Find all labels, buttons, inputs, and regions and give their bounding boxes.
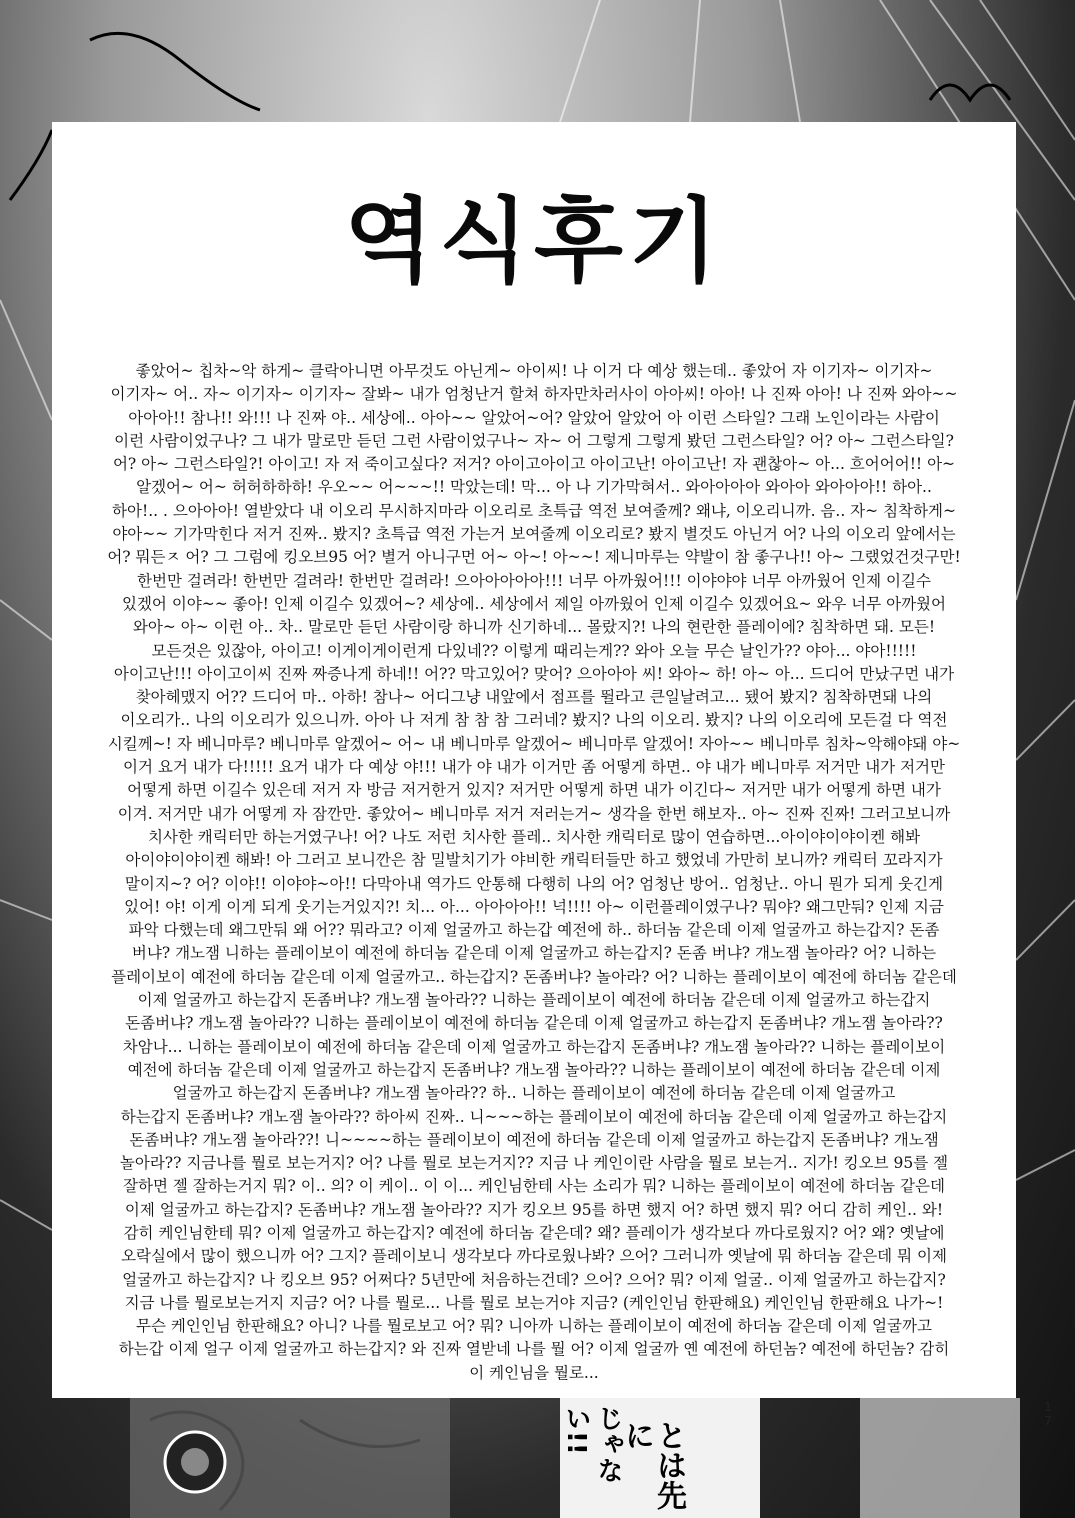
body-line: 이제 얼굴까고 하는갑지 돈좀버냐? 개노잼 놀아라?? 니하는 플레이보이 예전에 하더놈 같은데 이제 얼굴까고 하는갑지 xyxy=(137,991,931,1010)
background-text-2: じゃない!! xyxy=(561,1405,623,1483)
body-line: 이런 사람이었구나? 그 내가 말로만 듣던 그런 사람이었구나~ 자~ 어 그렇게 그렇게 봤던 그런스타일? 어? 아~ 그런스타일? xyxy=(114,431,954,450)
body-line: 시킬께~! 자 베니마루? 베니마루 알겠어~ 어~ 내 베니마루 알겠어~ 베니마루 알겠어! 자아~~ 베니마루 침차~악해야돼 야~ xyxy=(107,734,961,753)
page-title: 역식후기 xyxy=(344,188,724,295)
afterword-body xyxy=(82,360,986,1385)
body-line: 좋았어~ 칩차~악 하게~ 클락아니면 아무것도 아닌게~ 아이씨! 나 이거 다 예상 했는데.. 좋았어 자 이기자~ 이기자~ xyxy=(135,362,933,380)
body-line: 이오리가.. 나의 이오리가 있으니까. 아아 나 저게 참 참 참 그러네? 봤지? 나의 이오리. 봤지? 나의 이오리에 모든걸 다 역전 xyxy=(120,711,948,730)
body-line: 감히 케인님한테 뭐? 이제 얼굴까고 하는갑지? 예전에 하더놈 같은데? 왜? 플레이가 생각보다 까다로웠지? 어? 왜? 옛날에 xyxy=(123,1223,945,1242)
body-line: 한번만 걸려라! 한번만 걸려라! 한번만 걸려라! 으아아아아아!!! 너무 아까웠어!!! 이야야야 너무 아까웠어 인제 이길수 xyxy=(137,571,931,590)
body-line: 야아~~ 기가막힌다 저거 진짜.. 봤지? 초특급 역전 가는거 보여줄께 이오리로? 봤지 별것도 아닌거 어? 나의 이오리 앞에서는 xyxy=(112,525,956,544)
body-line: 와아~ 아~ 이런 아.. 차.. 말로만 듣던 사람이랑 하니까 신기하네... 몰랐지?! 나의 현란한 플레이에? 침착하면 돼. 모든! xyxy=(132,618,936,637)
body-line: 어떻게 하면 이길수 있은데 저거 자 방금 저거한거 있지? 저거만 어떻게 하면 내가 이긴다~ 저거만 내가 어떻게 하면 내가 xyxy=(127,781,941,800)
body-line: 이거 요거 내가 다!!!!! 요거 내가 다 예상 야!!! 내가 야 내가 이거만 좀 어떻게 하면.. 야 내가 베니마루 저거만 내가 저거만 xyxy=(123,758,945,777)
body-line: 이기자~ 어.. 자~ 이기자~ 이기자~ 잘봐~ 내가 엄청난거 할쳐 하자만차러사이 아아씨! 아아! 나 진짜 아아! 나 진짜 와아~~ xyxy=(110,385,958,404)
body-line: 아이야이야이켄 해봐! 아 그러고 보니깐은 참 밀발치기가 야비한 캐릭터들만 하고 했었네 가만히 보니까? 캐릭터 꼬라지가 xyxy=(125,851,943,870)
body-line: 돈좀버냐? 개노잼 놀아라?? 니하는 플레이보이 예전에 하더놈 같은데 이제 얼굴까고 하는갑지 돈좀버냐? 개노잼 놀아라?? xyxy=(125,1014,943,1033)
body-line: 아이고난!!! 아이고이씨 진짜 짜증나게 하네!! 어?? 막고있어? 맞어? 으아아아 씨! 와아~ 하! 아~ 아... 드디어 만났구먼 내가 xyxy=(113,664,955,683)
body-line: 버냐? 개노잼 니하는 플레이보이 예전에 하더놈 같은데 이제 얼굴까고 하는갑지? 돈좀 버냐? 개노잼 놀아라? 어? 니하는 xyxy=(131,944,937,963)
body-line: 파악 다했는데 왜그만둬 왜 어?? 뭐라고? 이제 얼굴까고 하는갑 예전에 하.. 하더놈 같은데 이제 얼굴까고 하는갑지? 돈좀 xyxy=(128,921,940,940)
body-line: 모든것은 있잖아, 아이고! 이게이게이런게 다있네?? 이렇게 때리는게?? 와아 오늘 무슨 날인가?? 야아... 야아!!!!! xyxy=(151,641,917,660)
body-line: 하는갑지 돈좀버냐? 개노잼 놀아라?? 하아씨 진짜.. 니~~~하는 플레이보이 예전에 하더놈 같은데 이제 얼굴까고 하는갑지 xyxy=(120,1107,948,1126)
body-line: 돈좀버냐? 개노잼 놀아라??! 니~~~~하는 플레이보이 예전에 하더놈 같은데 이제 얼굴까고 하는갑지 돈좀버냐? 개노잼 xyxy=(129,1130,939,1149)
body-line: 아아아!! 참나!! 와!!! 나 진짜 야.. 세상에.. 아아~~ 알았어~어? 알았어 알았어 아 이런 스타일? 그래 노인이라는 사람이 xyxy=(128,408,940,427)
body-line: 지금 나를 뭘로보는거지 지금? 어? 나를 뭘로... 나를 뭘로 보는거야 지금? (케인인님 한판해요) 케인인님 한판해요 나가~! xyxy=(124,1293,944,1312)
body-line: 있겠어 이야~~ 좋아! 인제 이길수 있겠어~? 세상에.. 세상에서 제일 아까웠어 인제 이길수 있겠어요~ 와우 너무 아까웠어 xyxy=(121,594,947,613)
page-number xyxy=(1038,1400,1058,1428)
body-line: 이겨. 저거만 내가 어떻게 자 잠깐만. 좋았어~ 베니마루 저거 저러는거~ 생각을 한번 해보자.. 아~ 진짜 진짜! 그러고보니까 xyxy=(117,804,951,823)
body-line: 이 케인님을 뭘로... xyxy=(469,1363,599,1382)
page-number-digit-2: 7 xyxy=(1044,1414,1052,1428)
body-line: 치사한 캐릭터만 하는거였구나! 어? 나도 저런 치사한 플레.. 치사한 캐릭터로 많이 연습하면...아이야이야이켄 해봐 xyxy=(147,827,921,846)
body-line: 무슨 케인인님 한판해요? 아니? 나를 뭘로보고 어? 뭐? 니아까 니하는 플레이보이 예전에 하더놈 같은데 이제 얼굴까고 xyxy=(136,1317,932,1336)
body-line: 이제 얼굴까고 하는갑지? 돈좀버냐? 개노잼 놀아라?? 지가 킹오브 95를 하면 했지 어? 하면 했지 뭐? 어디 감히 케인.. 와! xyxy=(124,1200,944,1219)
body-line: 플레이보이 예전에 하더놈 같은데 이제 얼굴까고.. 하는갑지? 돈좀버냐? 놀아라? 어? 니하는 플레이보이 예전에 하더놈 같은데 xyxy=(111,967,957,986)
body-line: 놀아라?? 지금나를 뭘로 보는거지? 어? 나를 뭘로 보는거지?? 지금 나 케인이란 사람을 뭘로 보는거.. 지가! 킹오브 95를 젤 xyxy=(119,1154,949,1173)
page-number-digit-1: 1 xyxy=(1044,1400,1052,1414)
body-line: 잘하면 젤 잘하는거지 뭐? 이.. 의? 이 케이.. 이 이... 케인님한테 사는 소리가 뭐? 니하는 플레이보이 예전에 하더놈 같은데 xyxy=(123,1177,945,1196)
body-line: 오락실에서 많이 했으니까 어? 그지? 플레이보니 생각보다 까다로웠나봐? 으어? 그러니까 옛날에 뭐 하더놈 같은데 뭐 이제 xyxy=(121,1247,947,1266)
body-line: 얼굴까고 하는갑지? 나 킹오브 95? 어쩌다? 5년만에 처음하는건데? 으어? 으어? 뭐? 이제 얼굴.. 이제 얼굴까고 하는갑지? xyxy=(122,1270,946,1289)
body-line: 찾아헤맸지 어?? 드디어 마.. 아하! 참나~ 어디그냥 내앞에서 점프를 뛸라고 큰일날려고... 됐어 봤지? 침착하면돼 나의 xyxy=(135,688,933,707)
body-line: 얼굴까고 하는갑지 돈좀버냐? 개노잼 놀아라?? 하.. 니하는 플레이보이 예전에 하더놈 같은데 이제 얼굴까고 xyxy=(172,1084,896,1103)
translator-afterword-panel xyxy=(52,122,1016,1398)
body-line: 예전에 하더놈 같은데 이제 얼굴까고 하는갑지 돈좀버냐? 개노잼 놀아라?? 니하는 플레이보이 예전에 하더놈 같은데 이제 xyxy=(127,1060,941,1079)
body-line: 알겠어~ 어~ 허허하하하! 우오~~ 어~~~!! 막았는데! 막... 아 나 기가막혀서.. 와아아아아 와아아 와아아아!! 하아.. xyxy=(136,478,932,497)
body-line: 하아!.. . 으아아아! 열받았다 내 이오리 무시하지마라 이오리로 초특급 역전 보여줄께? 왜냐, 이오리니까. 음.. 자~ 침착하게~ xyxy=(112,501,956,520)
body-line: 있어! 야! 이게 이게 되게 웃기는거있지?! 치... 아... 아아아아!! 넉!!!! 아~ 이런플레이였구나? 뭐야? 왜그만둬? 인제 지금 xyxy=(124,897,944,916)
body-line: 말이지~? 어? 이야!! 이야야~아!! 다막아내 역가드 안통해 다행히 나의 어? 엄청난 방어.. 엄청난.. 아니 뭔가 되게 웃긴게 xyxy=(124,874,944,893)
background-text-1: とは先に xyxy=(619,1420,686,1510)
body-line: 차암나... 니하는 플레이보이 예전에 하더놈 같은데 이제 얼굴까고 하는갑지 돈좀버냐? 개노잼 놀아라?? 니하는 플레이보이 xyxy=(122,1037,946,1056)
body-line: 하는갑 이제 얼구 이제 얼굴까고 하는갑지? 와 진짜 열받네 나를 뭘 어? 이제 얼굴까 옌 예전에 하던놈? 예전에 하던놈? 감히 xyxy=(118,1340,950,1359)
body-line: 어? 아~ 그런스타일?! 아이고! 자 저 죽이고싶다? 저거? 아이고아이고 아이고난! 아이고난! 자 괜찮아~ 아... 흐어어어!! 아~ xyxy=(112,455,956,474)
body-line: 어? 뭐든ㅈ 어? 그 그럼에 킹오브95 어? 별거 아니구먼 어~ 아~! 아~~! 제니마루는 약발이 참 좋구나!! 아~ 그랬었건것구만! xyxy=(107,548,961,567)
